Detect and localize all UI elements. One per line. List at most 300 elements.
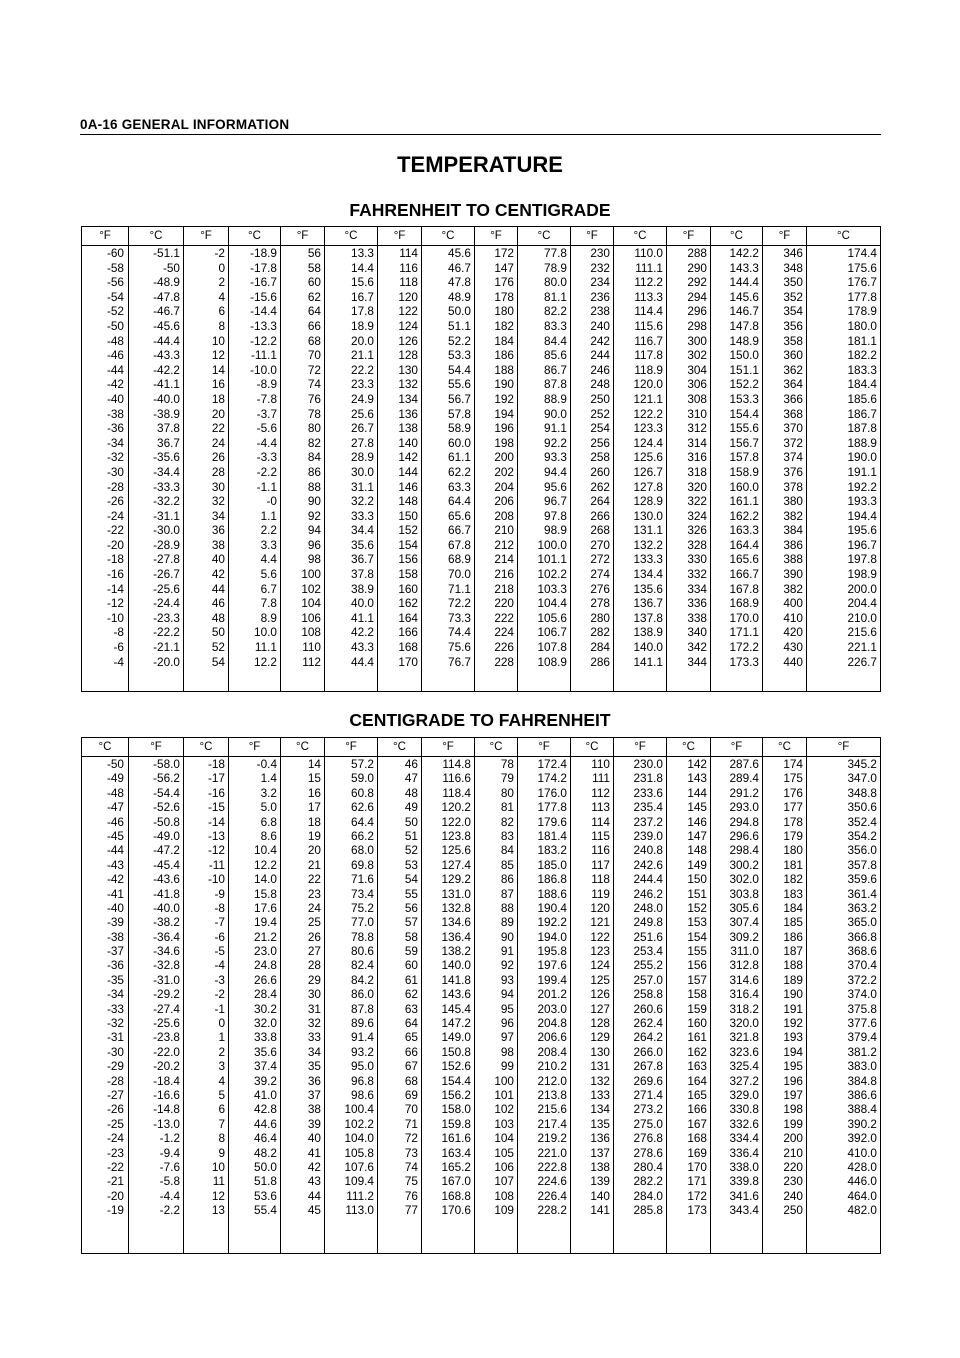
table-cell: 181 [783,857,803,872]
table-cell: 193 [783,1030,803,1045]
table-cell: -31.1 [153,508,180,523]
table-cell: -30.0 [153,523,180,538]
table-cell: 48 [211,610,225,625]
table-cell: 98.9 [544,523,567,538]
table-cell: 71 [404,1116,418,1131]
table-column [571,757,614,1253]
table-cell: 32.0 [254,1016,277,1031]
table-cell: 18 [211,391,225,406]
table-cell: 11.1 [254,640,277,655]
table-cell: 78.9 [544,260,567,275]
table-cell: -3 [214,972,225,987]
table-cell: 190.0 [847,450,877,465]
section-header: 0A-16 GENERAL INFORMATION [80,117,290,132]
table-cell: 113.0 [345,1203,374,1218]
table-cell: 151.1 [729,362,759,377]
table-cell: -11.1 [250,348,277,363]
table-cell: 82 [307,435,321,450]
table-cell: -8 [214,900,225,915]
table-cell: 302.0 [729,872,759,887]
table-cell: 352 [783,289,803,304]
table-cell: 240 [590,318,610,333]
table-cell: 167.0 [441,1174,471,1189]
table-cell: 343.4 [729,1203,759,1218]
table-cell: 40 [307,1131,321,1146]
table-cell: 74 [404,1159,418,1174]
table-cell: 21 [307,857,321,872]
table-cell: 162 [398,596,418,611]
table-cell: 289.4 [729,771,759,786]
table-cell: 266.0 [633,1044,663,1059]
table-cell: 110 [591,757,610,771]
table-cell: 287.6 [729,757,759,771]
table-cell: -42 [106,377,124,392]
table-cell: 70 [307,348,321,363]
table-cell: -44 [106,362,124,377]
table-cell: 47.8 [448,275,471,290]
table-cell: -26.7 [153,567,180,582]
table-cell: -54.4 [153,785,180,800]
table-cell: 19 [307,828,321,843]
table-cell: 109.4 [344,1174,374,1189]
table-cell: -21 [106,1174,124,1189]
table-cell: 135 [590,1116,610,1131]
table-cell: 193.3 [847,494,877,509]
table-cell: 75.6 [448,640,471,655]
table-cell: 55.4 [254,1203,277,1218]
table-cell: 107.6 [344,1159,374,1174]
table-cell: 196 [494,421,514,436]
table-cell: 170.6 [441,1203,471,1218]
table-cell: 180 [783,843,803,858]
table-cell: -14.4 [250,304,277,319]
table-cell: 187 [783,944,803,959]
table-cell: -3.3 [256,450,277,465]
table-cell: 80.0 [544,275,567,290]
table-cell: 388 [783,552,803,567]
table-cell: 41.1 [351,610,374,625]
table-cell: 296.6 [729,828,759,843]
table-cell: 147.2 [441,1016,471,1031]
table-cell: 144 [398,464,418,479]
table-cell: 42.2 [351,625,374,640]
table-cell: 97.8 [544,508,567,523]
table-cell: 102.2 [344,1116,374,1131]
table-cell: 151 [687,886,707,901]
table-column [518,246,571,691]
table-cell: 365.0 [847,915,877,930]
column-header: °C [82,738,129,756]
table-cell: 76 [307,391,321,406]
table-cell: 12 [211,348,225,363]
table-cell: 198 [494,435,514,450]
table-cell: 266 [590,508,610,523]
table-cell: 120.0 [633,377,663,392]
table-cell: 64.4 [351,814,374,829]
table-cell: 140 [398,435,418,450]
table-cell: 27 [307,944,321,959]
table-cell: 62 [307,289,321,304]
table-cell: 386.6 [847,1087,877,1102]
table-cell: 30.0 [351,464,374,479]
table-cell: 5 [218,1087,225,1102]
table-cell: 55 [404,886,418,901]
table-cell: 150 [687,872,707,887]
table-cell: 61 [404,972,418,987]
table-cell: 60 [307,275,321,290]
table-cell: 0 [218,260,225,275]
table-cell: 78 [500,757,514,771]
table-cell: 95.0 [351,1059,374,1074]
table-cell: 194 [494,406,514,421]
table-cell: 372 [783,435,803,450]
table-column [184,757,229,1253]
table-cell: 148 [687,843,707,858]
table-cell: 108 [301,625,321,640]
table-cell: 197.8 [847,552,877,567]
table-cell: 48.2 [254,1145,277,1160]
table-cell: -38 [106,406,124,421]
table-cell: -30 [106,1044,124,1059]
table-cell: -13 [207,828,225,843]
table-cell: 93.2 [351,1044,374,1059]
table-cell: 366.8 [847,929,877,944]
table-cell: 38 [307,1102,321,1117]
table-cell: 43.3 [351,640,374,655]
table-cell: 28.4 [254,987,277,1002]
table-centigrade-to-fahrenheit [81,737,881,1254]
table-cell: 101.1 [537,552,567,567]
table-cell: 112.2 [634,275,663,290]
table-cell: 48.9 [448,289,471,304]
table-cell: 35.6 [351,537,374,552]
table-cell: -31.0 [153,972,180,987]
table-cell: 174 [783,757,803,771]
table-cell: 165.2 [441,1159,471,1174]
table-cell: 157.8 [729,450,759,465]
table-cell: 6.8 [260,814,277,829]
table-cell: -31 [106,1030,124,1045]
table-cell: -15 [207,800,225,815]
table-cell: 77.8 [544,246,567,260]
table-cell: -46.7 [153,304,180,319]
table-cell: 220 [783,1159,803,1174]
table-cell: 370.4 [847,958,877,973]
table-cell: 276.8 [633,1131,663,1146]
table-cell: 204 [494,479,514,494]
table-cell: 142 [687,757,707,771]
table-cell: -16 [106,567,124,582]
table-cell: 368.6 [847,944,877,959]
table-cell: -52 [106,304,124,319]
table-cell: 356.0 [847,843,877,858]
table-cell: 54.4 [448,362,471,377]
table-column [378,246,422,691]
table-cell: 160 [687,1016,707,1031]
column-header: °F [571,227,614,245]
table-cell: -27.4 [153,1001,180,1016]
table-column [229,757,281,1253]
table-column [129,757,184,1253]
table-cell: -28 [106,479,124,494]
table-cell: 37.4 [254,1059,277,1074]
table-cell: 215.6 [847,625,877,640]
table-cell: 143.6 [441,987,471,1002]
table-title-f-to-c: FAHRENHEIT TO CENTIGRADE [349,200,611,220]
table-cell: -54 [106,289,124,304]
table-cell: 153.3 [729,391,759,406]
table-cell: -35 [106,972,124,987]
table-cell: 90 [500,929,514,944]
table-cell: 218 [494,581,514,596]
table-cell: 98.6 [351,1087,374,1102]
table-cell: 195.8 [537,944,567,959]
table-cell: 300.2 [729,857,759,872]
table-cell: 184 [783,900,803,915]
table-cell: 150.8 [441,1044,471,1059]
table-cell: 11 [212,1174,225,1189]
table-cell: 364 [783,377,803,392]
table-cell: -23.8 [153,1030,180,1045]
table-cell: 88 [307,479,321,494]
table-cell: 305.6 [729,900,759,915]
column-header: °F [667,227,711,245]
table-cell: -41.1 [153,377,180,392]
table-cell: 5.6 [260,567,277,582]
table-cell: 32.2 [351,494,374,509]
table-cell: 131.0 [441,886,471,901]
page-title: TEMPERATURE [397,152,563,177]
table-cell: 97 [500,1030,514,1045]
table-cell: 128 [398,348,418,363]
table-cell: 130 [398,362,418,377]
table-cell: 149 [687,857,707,872]
table-cell: 360 [783,348,803,363]
table-cell: 123.8 [441,828,471,843]
table-cell: 325.4 [729,1059,759,1074]
table-cell: 5.0 [260,800,277,815]
table-cell: -19 [106,1203,124,1218]
table-cell: -12 [207,843,225,858]
table-cell: 185.6 [847,391,877,406]
table-cell: 321.8 [729,1030,759,1045]
table-cell: 12.2 [254,857,277,872]
table-cell: 392.0 [847,1131,877,1146]
table-cell: 152.2 [729,377,759,392]
table-cell: 170.0 [729,610,759,625]
table-cell: 120 [398,289,418,304]
table-cell: 440 [783,654,803,669]
table-cell: 57.8 [448,406,471,421]
table-cell: -4 [113,654,124,669]
table-cell: 118.4 [442,785,471,800]
table-cell: 198.9 [847,567,877,582]
table-cell: 125.6 [633,450,663,465]
table-cell: 50.0 [254,1159,277,1174]
table-cell: 226.4 [537,1188,567,1203]
table-cell: 84.2 [351,972,374,987]
table-cell: -50 [106,757,124,771]
table-cell: 318.2 [729,1001,759,1016]
table-cell: 156 [687,958,707,973]
table-cell: -20.2 [153,1059,180,1074]
table-cell: 122 [590,929,610,944]
table-cell: 111 [592,771,610,786]
table-cell: 348 [783,260,803,275]
column-header: °C [475,738,518,756]
table-cell: 2 [218,275,225,290]
table-cell: 236 [590,289,610,304]
table-cell: 191.1 [847,464,877,479]
table-cell: 144.4 [729,275,759,290]
table-cell: 82.4 [351,958,374,973]
table-cell: 34 [211,508,225,523]
column-header: °C [229,227,281,245]
table-cell: 334.4 [729,1131,759,1146]
table-cell: 72.2 [448,596,471,611]
table-cell: 390.2 [847,1116,877,1131]
table-cell: 1 [218,1030,225,1045]
table-cell: -8.9 [256,377,277,392]
table-cell: 102 [301,581,321,596]
table-cell: 46 [211,596,225,611]
table-cell: 20 [211,406,225,421]
table-cell: 16.7 [351,289,374,304]
table-cell: 344 [687,654,707,669]
table-cell: 171.1 [729,625,759,640]
table-cell: 288 [687,246,707,260]
table-cell: -32.8 [153,958,180,973]
table-cell: 180 [494,304,514,319]
table-cell: 90.0 [544,406,567,421]
table-cell: 260 [590,464,610,479]
table-cell: 168 [687,1131,707,1146]
table-cell: 303.8 [729,886,759,901]
table-cell: 10.0 [254,625,277,640]
table-cell: 77.0 [351,915,374,930]
table-cell: 239.0 [633,828,663,843]
table-cell: 62 [404,987,418,1002]
table-cell: 26 [211,450,225,465]
table-cell: 345.2 [847,757,877,771]
table-cell: 23.3 [351,377,374,392]
table-cell: 428.0 [847,1159,877,1174]
table-column [807,757,880,1253]
table-cell: -46 [106,814,124,829]
table-cell: 84.4 [544,333,567,348]
table-cell: 336 [687,596,707,611]
table-cell: 324 [687,508,707,523]
table-cell: 314 [687,435,707,450]
table-cell: 62.6 [351,800,374,815]
table-cell: 67 [404,1059,418,1074]
table-cell: 66.7 [448,523,471,538]
table-cell: 161 [687,1030,707,1045]
table-cell: 248.0 [633,900,663,915]
table-cell: 91 [500,944,514,959]
table-cell: 163.4 [441,1145,471,1160]
table-cell: 278 [590,596,610,611]
table-cell: 51.1 [448,318,471,333]
table-cell: 142 [398,450,418,465]
column-header: °F [614,738,667,756]
table-cell: 166 [398,625,418,640]
table-cell: -21.1 [153,640,180,655]
table-cell: 72 [307,362,321,377]
table-cell: 44.6 [254,1116,277,1131]
table-cell: 66.2 [351,828,374,843]
table-cell: 6.7 [260,581,277,596]
table-column [82,757,129,1253]
table-cell: 85 [500,857,514,872]
table-cell: 38 [211,537,225,552]
table-cell: 221.0 [537,1145,567,1160]
table-cell: 105 [494,1145,514,1160]
table-cell: -8 [113,625,124,640]
table-cell: -56 [106,275,124,290]
table-cell: 145.6 [729,289,759,304]
table-cell: 183.2 [537,843,567,858]
table-cell: -5.8 [159,1174,180,1189]
table-cell: 33 [307,1030,321,1045]
table-cell: 136 [590,1131,610,1146]
table-cell: -24 [106,508,124,523]
table-cell: 22 [307,872,321,887]
table-cell: 96.8 [351,1073,374,1088]
table-cell: 105.6 [537,610,567,625]
table-cell: 147.8 [729,318,759,333]
table-cell: 256 [590,435,610,450]
table-cell: 356 [783,318,803,333]
table-cell: 138.2 [441,944,471,959]
table-cell: -9 [214,886,225,901]
table-cell: 115 [591,828,610,843]
table-cell: 190.4 [537,900,567,915]
table-cell: -6 [214,929,225,944]
table-cell: 384 [783,523,803,538]
table-cell: 124 [398,318,418,333]
table-cell: 78 [307,406,321,421]
table-cell: 28 [211,464,225,479]
table-cell: -38 [106,929,124,944]
table-cell: -34.6 [153,944,180,959]
table-column [614,246,667,691]
table-cell: 87 [500,886,514,901]
table-cell: 133 [590,1087,610,1102]
table-cell: 298 [687,318,707,333]
table-cell: 134 [590,1102,610,1117]
table-cell: 186 [783,929,803,944]
table-cell: 240.8 [633,843,663,858]
table-cell: 59 [404,944,418,959]
table-cell: 244.4 [633,872,663,887]
table-cell: 4.4 [260,552,277,567]
table-cell: -2.2 [159,1203,180,1218]
table-cell: -2 [214,987,225,1002]
table-cell: 98 [500,1044,514,1059]
table-cell: 215.6 [537,1102,567,1117]
table-cell: 208.4 [537,1044,567,1059]
table-cell: -45 [106,828,124,843]
table-cell: 272 [590,552,610,567]
table-cell: -41.8 [153,886,180,901]
table-cell: -48.9 [153,275,180,290]
table-cell: 171 [687,1174,707,1189]
table-cell: 100 [494,1073,514,1088]
table-cell: 194.4 [847,508,877,523]
table-cell: 93 [500,972,514,987]
table-cell: 464.0 [847,1188,877,1203]
